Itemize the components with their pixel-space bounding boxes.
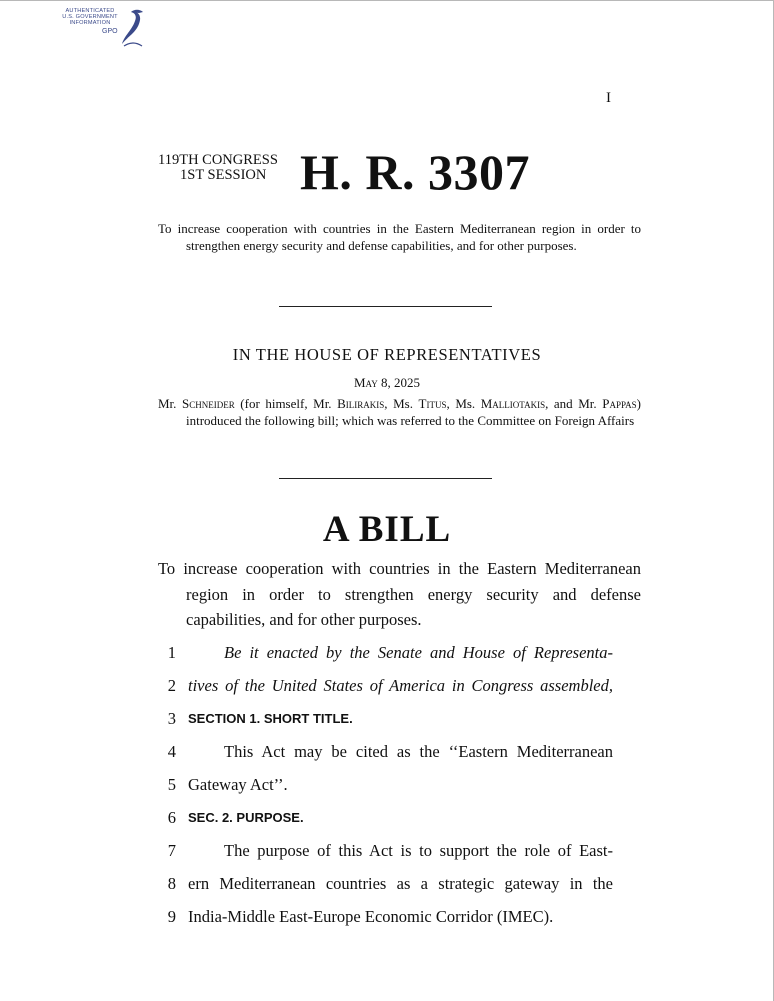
cosponsor-name: Malliotakis	[480, 396, 546, 411]
numbered-line	[160, 907, 620, 931]
numbered-line	[160, 742, 620, 766]
introduction-statement: Mr. Schneider (for himself, Mr. Bilirakis, Ms. Titus, Ms. Malliotakis, and Mr. Pappas) introduced the following bill; which was referred to the Committee on Foreign Affairs	[158, 396, 641, 428]
seal-line-1: AUTHENTICATED	[65, 8, 115, 14]
line-text: Be it enacted by the Senate and House of Representa-	[224, 643, 613, 662]
section-heading: SECTION 1. SHORT TITLE.	[188, 711, 353, 726]
numbered-line	[160, 841, 620, 865]
line-number: 6	[167, 808, 176, 827]
section-heading: SEC. 2. PURPOSE.	[188, 810, 304, 825]
divider-rule	[279, 478, 492, 479]
numbered-line	[160, 808, 620, 832]
line-text: Gateway Act’’.	[188, 775, 288, 794]
session-label: 1ST SESSION	[180, 167, 267, 183]
seal-line-3: INFORMATION	[69, 20, 111, 26]
gpo-authentication-seal	[58, 6, 148, 48]
numbered-line	[160, 874, 620, 898]
line-number: 7	[167, 841, 176, 860]
line-text: This Act may be cited as the ‘‘Eastern Mediterranean	[224, 742, 613, 761]
numbered-line	[160, 676, 620, 700]
bill-title: A BILL	[322, 509, 452, 550]
cosponsor-name: Pappas	[602, 396, 637, 411]
bill-number: H. R. 3307	[300, 144, 530, 200]
long-purpose: To increase cooperation with countries in the Eastern Mediterranean region in order to strengthen energy security and defense capabilities, and for other purposes.	[158, 559, 641, 629]
divider-rule	[279, 306, 492, 307]
line-number: 9	[167, 907, 176, 926]
eagle-icon	[118, 6, 148, 48]
line-number: 5	[167, 775, 176, 794]
sponsor-name: Schneider	[181, 396, 235, 411]
line-text: ern Mediterranean countries as a strategic gateway in the	[188, 874, 613, 893]
cosponsor-name: Bilirakis	[337, 396, 385, 411]
seal-line-2: U.S. GOVERNMENT	[62, 14, 118, 20]
line-text: tives of the United States of America in Congress assembled,	[188, 676, 613, 695]
short-purpose: To increase cooperation with countries in the Eastern Mediterranean region in order to strengthen energy security and defense capabilities, and for other purposes.	[158, 221, 641, 253]
line-number: 2	[167, 676, 176, 695]
line-number: 4	[167, 742, 176, 761]
numbered-line	[160, 643, 620, 667]
introduction-date: May 8, 2025	[354, 375, 420, 390]
line-text: India-Middle East-Europe Economic Corridor (IMEC).	[188, 907, 554, 926]
line-number: 1	[167, 643, 176, 662]
numbered-line	[160, 709, 620, 733]
numbered-line	[160, 775, 620, 799]
seal-gpo-text: GPO	[102, 28, 118, 35]
line-number: 8	[167, 874, 176, 893]
congress-label: 119TH CONGRESS	[158, 152, 278, 168]
cosponsor-name: Titus	[418, 396, 447, 411]
page-marker: I	[606, 90, 611, 106]
line-number: 3	[167, 709, 176, 728]
chamber-heading: IN THE HOUSE OF REPRESENTATIVES	[232, 345, 542, 364]
congress-session-block	[158, 153, 278, 183]
line-text: The purpose of this Act is to support the role of East-	[224, 841, 613, 860]
